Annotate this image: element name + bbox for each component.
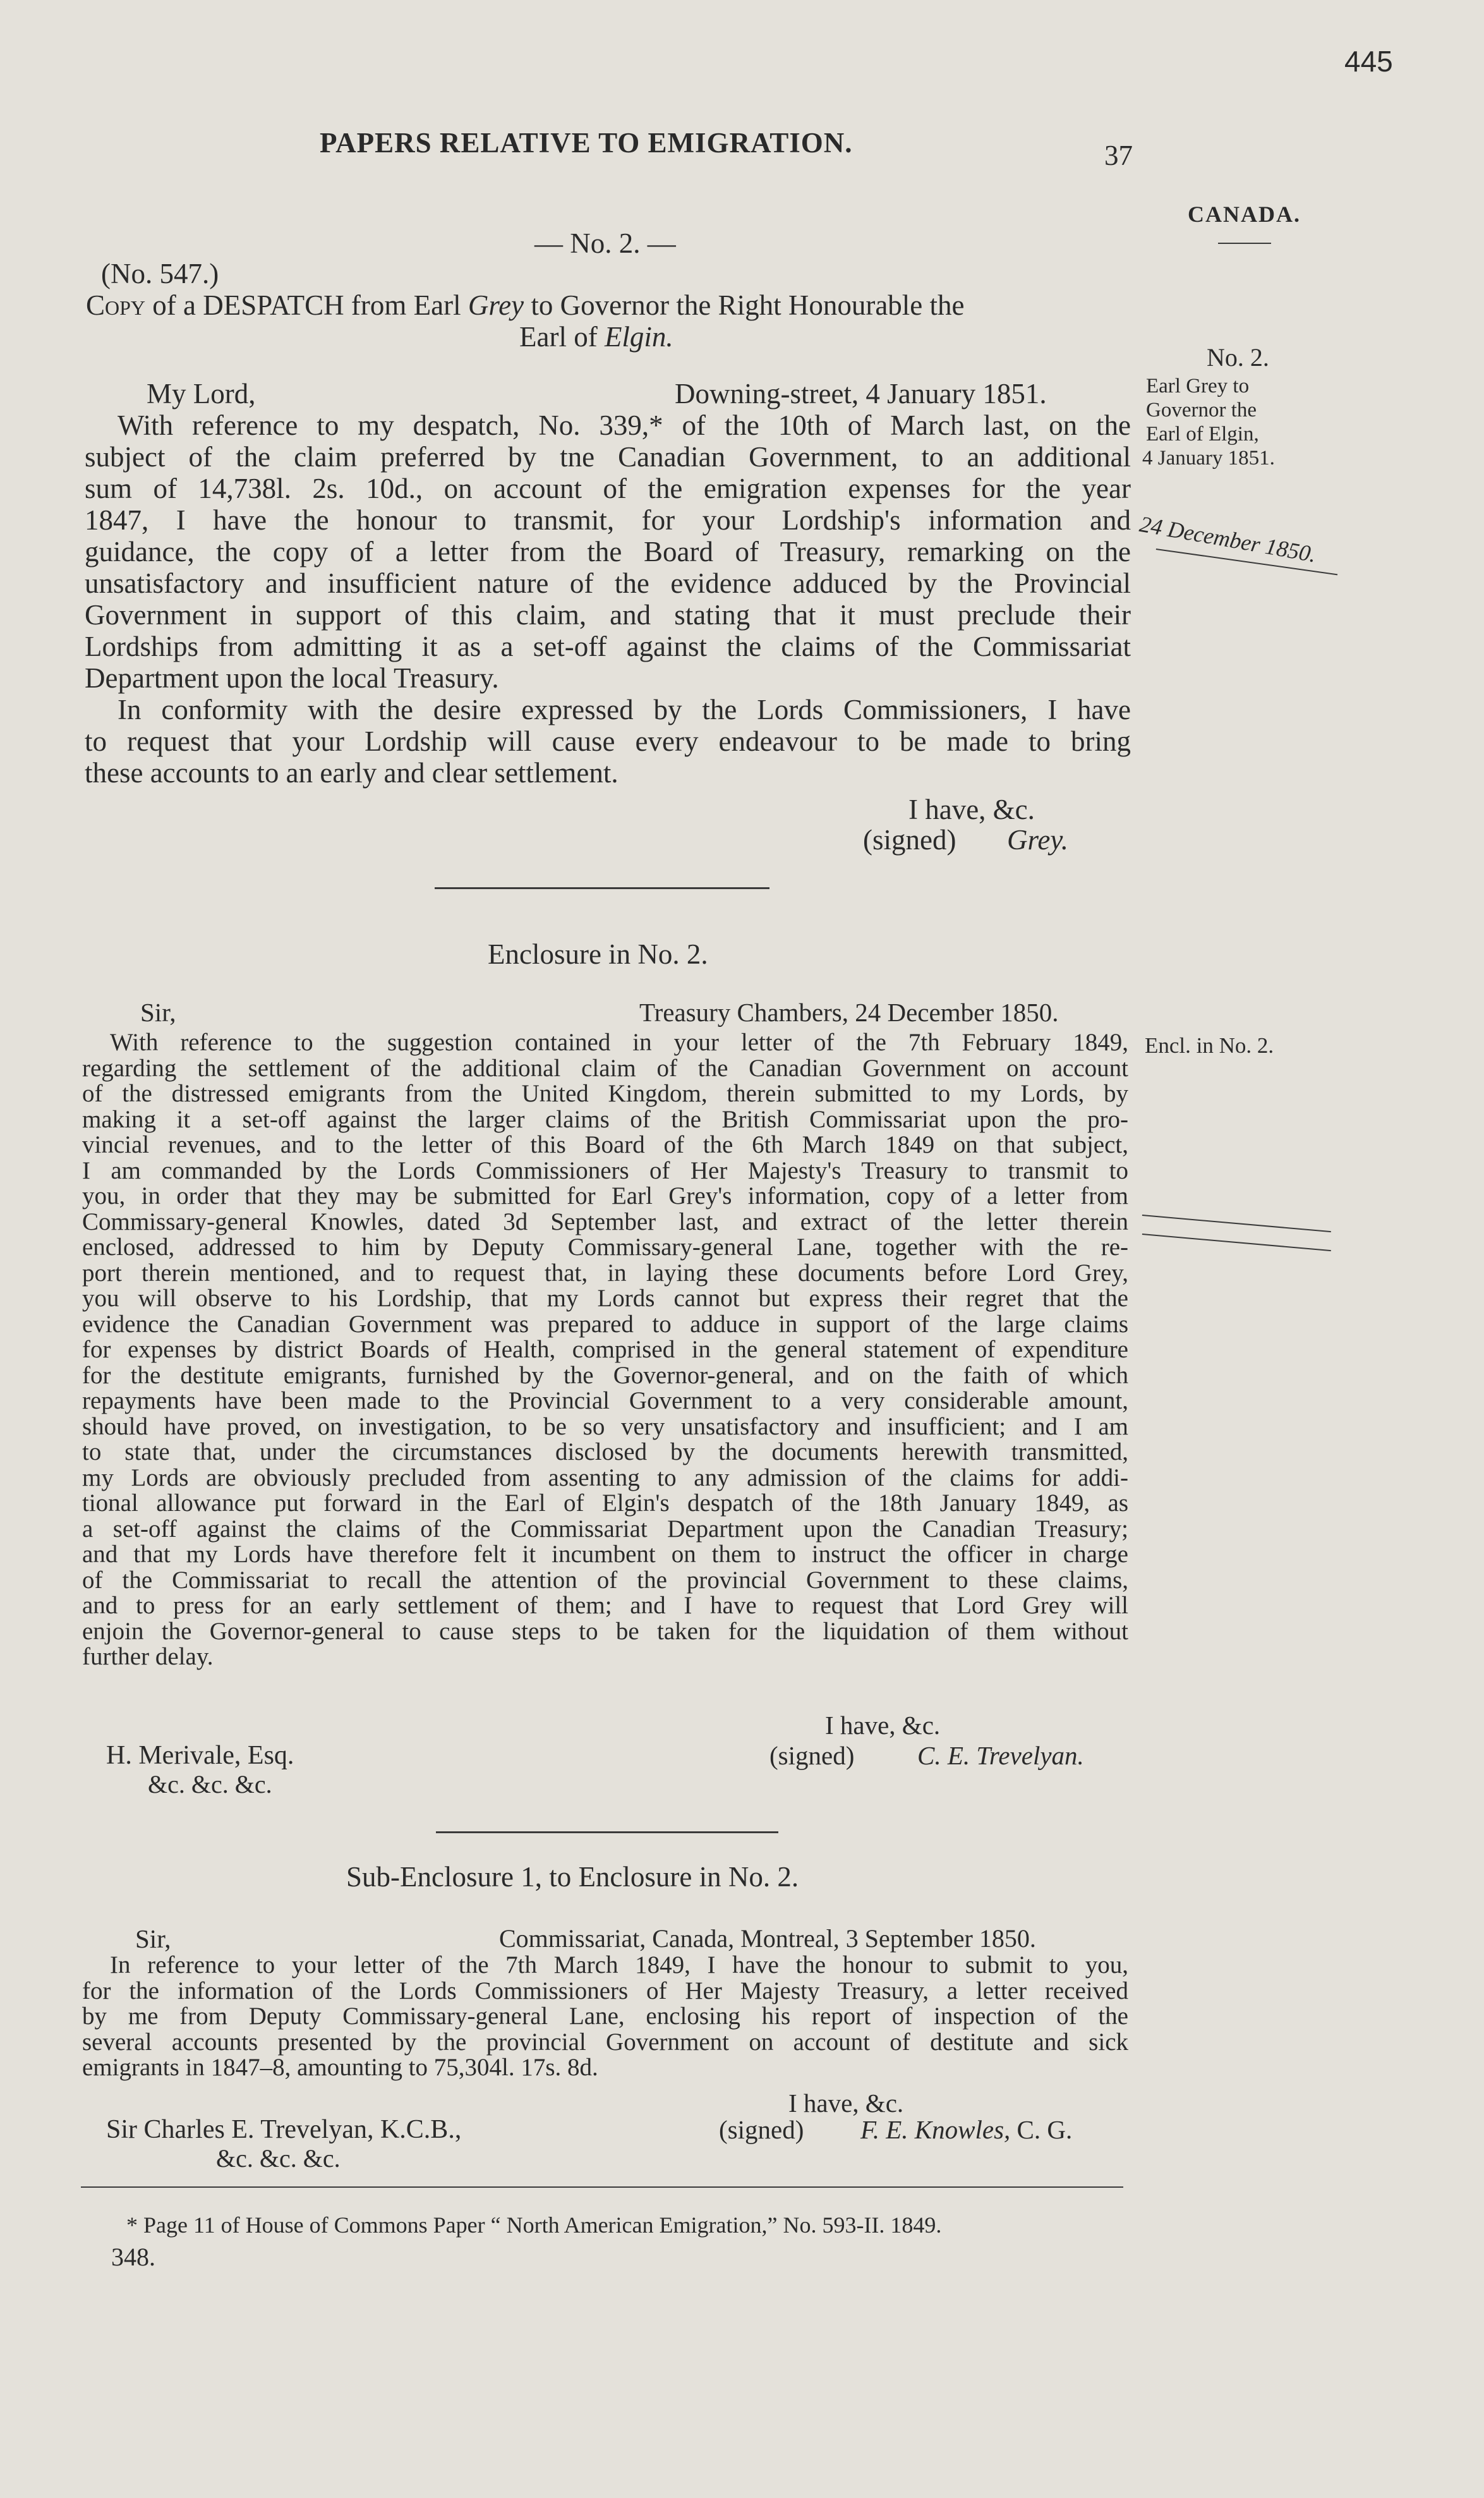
enclosure-place-date: Treasury Chambers, 24 December 1850. xyxy=(639,998,1059,1027)
enclosure-line: for the destitute emigrants, furnished by the Governor-general, and on the faith of which xyxy=(82,1361,1128,1389)
enclosure-signer: C. E. Trevelyan. xyxy=(917,1741,1084,1770)
inner-page-number: 37 xyxy=(1104,140,1133,171)
despatch-signer: Grey. xyxy=(1007,824,1069,856)
despatch-line: to request that your Lordship will cause every endeavour to be made to bring xyxy=(85,725,1131,757)
margin-no2: No. 2. xyxy=(1207,343,1269,372)
enclosure-line: you will observe to his Lordship, that my Lords cannot but express their regret that the xyxy=(82,1285,1128,1312)
despatch-line: 1847, I have the honour to transmit, for your Lordship's information and xyxy=(85,504,1131,536)
enclosure-line: further delay. xyxy=(82,1643,214,1670)
enclosure-line: of the Commissariat to recall the attention of the provincial Government to these claims, xyxy=(82,1566,1128,1594)
despatch-line: In conformity with the desire expressed by the Lords Commissioners, I have xyxy=(118,694,1131,725)
despatch-line: unsatisfactory and insufficient nature of the evidence adduced by the Provincial xyxy=(85,567,1131,599)
enclosure-line: of the distressed emigrants from the United Kingdom, therein submitted to my Lords, by xyxy=(82,1080,1128,1107)
sub-enclosure-body xyxy=(82,1953,1128,2081)
footnote: * Page 11 of House of Commons Paper “ North American Emigration,” No. 593-II. 1849. xyxy=(126,2212,942,2238)
despatch-ref: (No. 547.) xyxy=(101,258,219,289)
margin-bracket-line-2 xyxy=(1142,1234,1331,1251)
margin-line-4: 4 January 1851. xyxy=(1142,447,1275,470)
footer-number: 348. xyxy=(111,2243,155,2271)
enclosure-line: and to press for an early settlement of them; and I have to request that Lord Grey will xyxy=(82,1592,1128,1619)
sub-enclosure-signed: (signed) xyxy=(719,2115,804,2144)
sub-enclosure-signature: F. E. Knowles, C. G. xyxy=(860,2115,1073,2144)
despatch-body xyxy=(85,409,1131,789)
sub-enclosure-line: several accounts presented by the provincial Government on account of destitute and sick xyxy=(82,2028,1128,2056)
despatch-place-date: Downing-street, 4 January 1851. xyxy=(675,378,1047,409)
running-header: PAPERS RELATIVE TO EMIGRATION. xyxy=(320,127,853,159)
margin-encl: Encl. in No. 2. xyxy=(1145,1033,1274,1058)
enclosure-closing: I have, &c. xyxy=(825,1711,941,1740)
enclosure-line: should have proved, on investigation, to be so very unsatisfactory and insufficient; and I am xyxy=(82,1412,1128,1440)
margin-line-3: Earl of Elgin, xyxy=(1146,423,1259,446)
enclosure-line: regarding the settlement of the additional claim of the Canadian Government on account xyxy=(82,1054,1128,1082)
despatch-line: guidance, the copy of a letter from the Board of Treasury, remarking on the xyxy=(85,536,1131,567)
despatch-number-heading: — No. 2. — xyxy=(534,227,676,259)
margin-canada-rule xyxy=(1218,243,1271,244)
enclosure-body xyxy=(82,1030,1128,1670)
despatch-line: With reference to my despatch, No. 339,* of the 10th of March last, on the xyxy=(118,409,1131,441)
footnote-rule xyxy=(81,2186,1123,2188)
enclosure-line: to state that, under the circumstances disclosed by the documents herewith transmitted, xyxy=(82,1438,1128,1465)
enclosure-line: With reference to the suggestion contained in your letter of the 7th February 1849, xyxy=(110,1029,1128,1056)
page-number: 445 xyxy=(1344,45,1393,78)
despatch-line: Department upon the local Treasury. xyxy=(85,662,499,694)
despatch-title-line-2: Earl of Elgin. xyxy=(519,321,673,353)
margin-annotation: 24 December 1850. xyxy=(1137,511,1318,567)
section-divider xyxy=(436,1831,778,1833)
section-divider xyxy=(435,887,769,889)
enclosure-signed: (signed) xyxy=(769,1741,855,1770)
sub-enclosure-line: by me from Deputy Commissary-general Lane, enclosing his report of inspection of the xyxy=(82,2003,1128,2030)
enclosure-line: for expenses by district Boards of Health, comprised in the general statement of expenditure xyxy=(82,1336,1128,1363)
enclosure-etc: &c. &c. &c. xyxy=(148,1770,272,1798)
enclosure-line: my Lords are obviously precluded from assenting to any admission of the claims for addi- xyxy=(82,1464,1128,1491)
despatch-closing: I have, &c. xyxy=(908,794,1035,825)
sub-enclosure-line: emigrants in 1847–8, amounting to 75,304l. 17s. 8d. xyxy=(82,2054,598,2081)
enclosure-line: port therein mentioned, and to request that, in laying these documents before Lord Grey, xyxy=(82,1259,1128,1287)
despatch-line: subject of the claim preferred by tne Canadian Government, to an additional xyxy=(85,441,1131,473)
sub-enclosure-heading: Sub-Enclosure 1, to Enclosure in No. 2. xyxy=(346,1861,799,1893)
despatch-signed: (signed) xyxy=(863,824,956,856)
enclosure-line: making it a set-off against the larger claims of the British Commissariat upon the pro- xyxy=(82,1105,1128,1133)
enclosure-salutation: Sir, xyxy=(140,998,176,1027)
despatch-salutation: My Lord, xyxy=(147,378,256,409)
sub-enclosure-place-date: Commissariat, Canada, Montreal, 3 September 1850. xyxy=(499,1924,1036,1953)
despatch-line: these accounts to an early and clear settlement. xyxy=(85,757,618,789)
sub-enclosure-line: for the information of the Lords Commissioners of Her Majesty Treasury, a letter received xyxy=(82,1977,1128,2004)
margin-line-1: Earl Grey to xyxy=(1146,375,1250,397)
enclosure-line: Commissary-general Knowles, dated 3d September last, and extract of the letter therein xyxy=(82,1208,1128,1235)
copy-word: Copy xyxy=(86,289,146,321)
sub-enclosure-addressee: Sir Charles E. Trevelyan, K.C.B., xyxy=(106,2115,462,2144)
sub-enclosure-closing: I have, &c. xyxy=(788,2089,904,2118)
sub-enclosure-line: In reference to your letter of the 7th March 1849, I have the honour to submit to you, xyxy=(110,1951,1128,1979)
enclosure-line: vincial revenues, and to the letter of this Board of the 6th March 1849 on that subject, xyxy=(82,1131,1128,1158)
despatch-title-line-1: Copy of a DESPATCH from Earl Grey to Governor the Right Honourable the xyxy=(86,289,965,321)
margin-line-2: Governor the xyxy=(1146,399,1257,421)
despatch-line: Lordships from admitting it as a set-off against the claims of the Commissariat xyxy=(85,631,1131,662)
enclosure-line: evidence the Canadian Government was prepared to adduce in support of the large claims xyxy=(82,1310,1128,1338)
enclosure-addressee: H. Merivale, Esq. xyxy=(106,1741,294,1770)
enclosure-line: and that my Lords have therefore felt it incumbent on them to instruct the officer in charge xyxy=(82,1541,1128,1568)
despatch-line: sum of 14,738l. 2s. 10d., on account of the emigration expenses for the year xyxy=(85,473,1131,504)
enclosure-heading: Enclosure in No. 2. xyxy=(488,938,708,970)
margin-bracket-line-1 xyxy=(1142,1215,1331,1232)
enclosure-line: enjoin the Governor-general to cause steps to be taken for the liquidation of them without xyxy=(82,1617,1128,1645)
enclosure-line: tional allowance put forward in the Earl of Elgin's despatch of the 18th January 1849, as xyxy=(82,1489,1128,1517)
enclosure-line: you, in order that they may be submitted for Earl Grey's information, copy of a letter from xyxy=(82,1182,1128,1210)
enclosure-line: enclosed, addressed to him by Deputy Commissary-general Lane, together with the re- xyxy=(82,1234,1128,1261)
sub-enclosure-etc: &c. &c. &c. xyxy=(216,2144,341,2173)
margin-canada: CANADA. xyxy=(1188,202,1301,227)
enclosure-line: I am commanded by the Lords Commissioners of Her Majesty's Treasury to transmit to xyxy=(82,1156,1128,1184)
despatch-line: Government in support of this claim, and stating that it must preclude their xyxy=(85,599,1131,631)
enclosure-line: repayments have been made to the Provincial Government to a very considerable amount, xyxy=(82,1387,1128,1414)
sub-enclosure-salutation: Sir, xyxy=(135,1924,171,1953)
enclosure-line: a set-off against the claims of the Commissariat Department upon the Canadian Treasury; xyxy=(82,1515,1128,1543)
